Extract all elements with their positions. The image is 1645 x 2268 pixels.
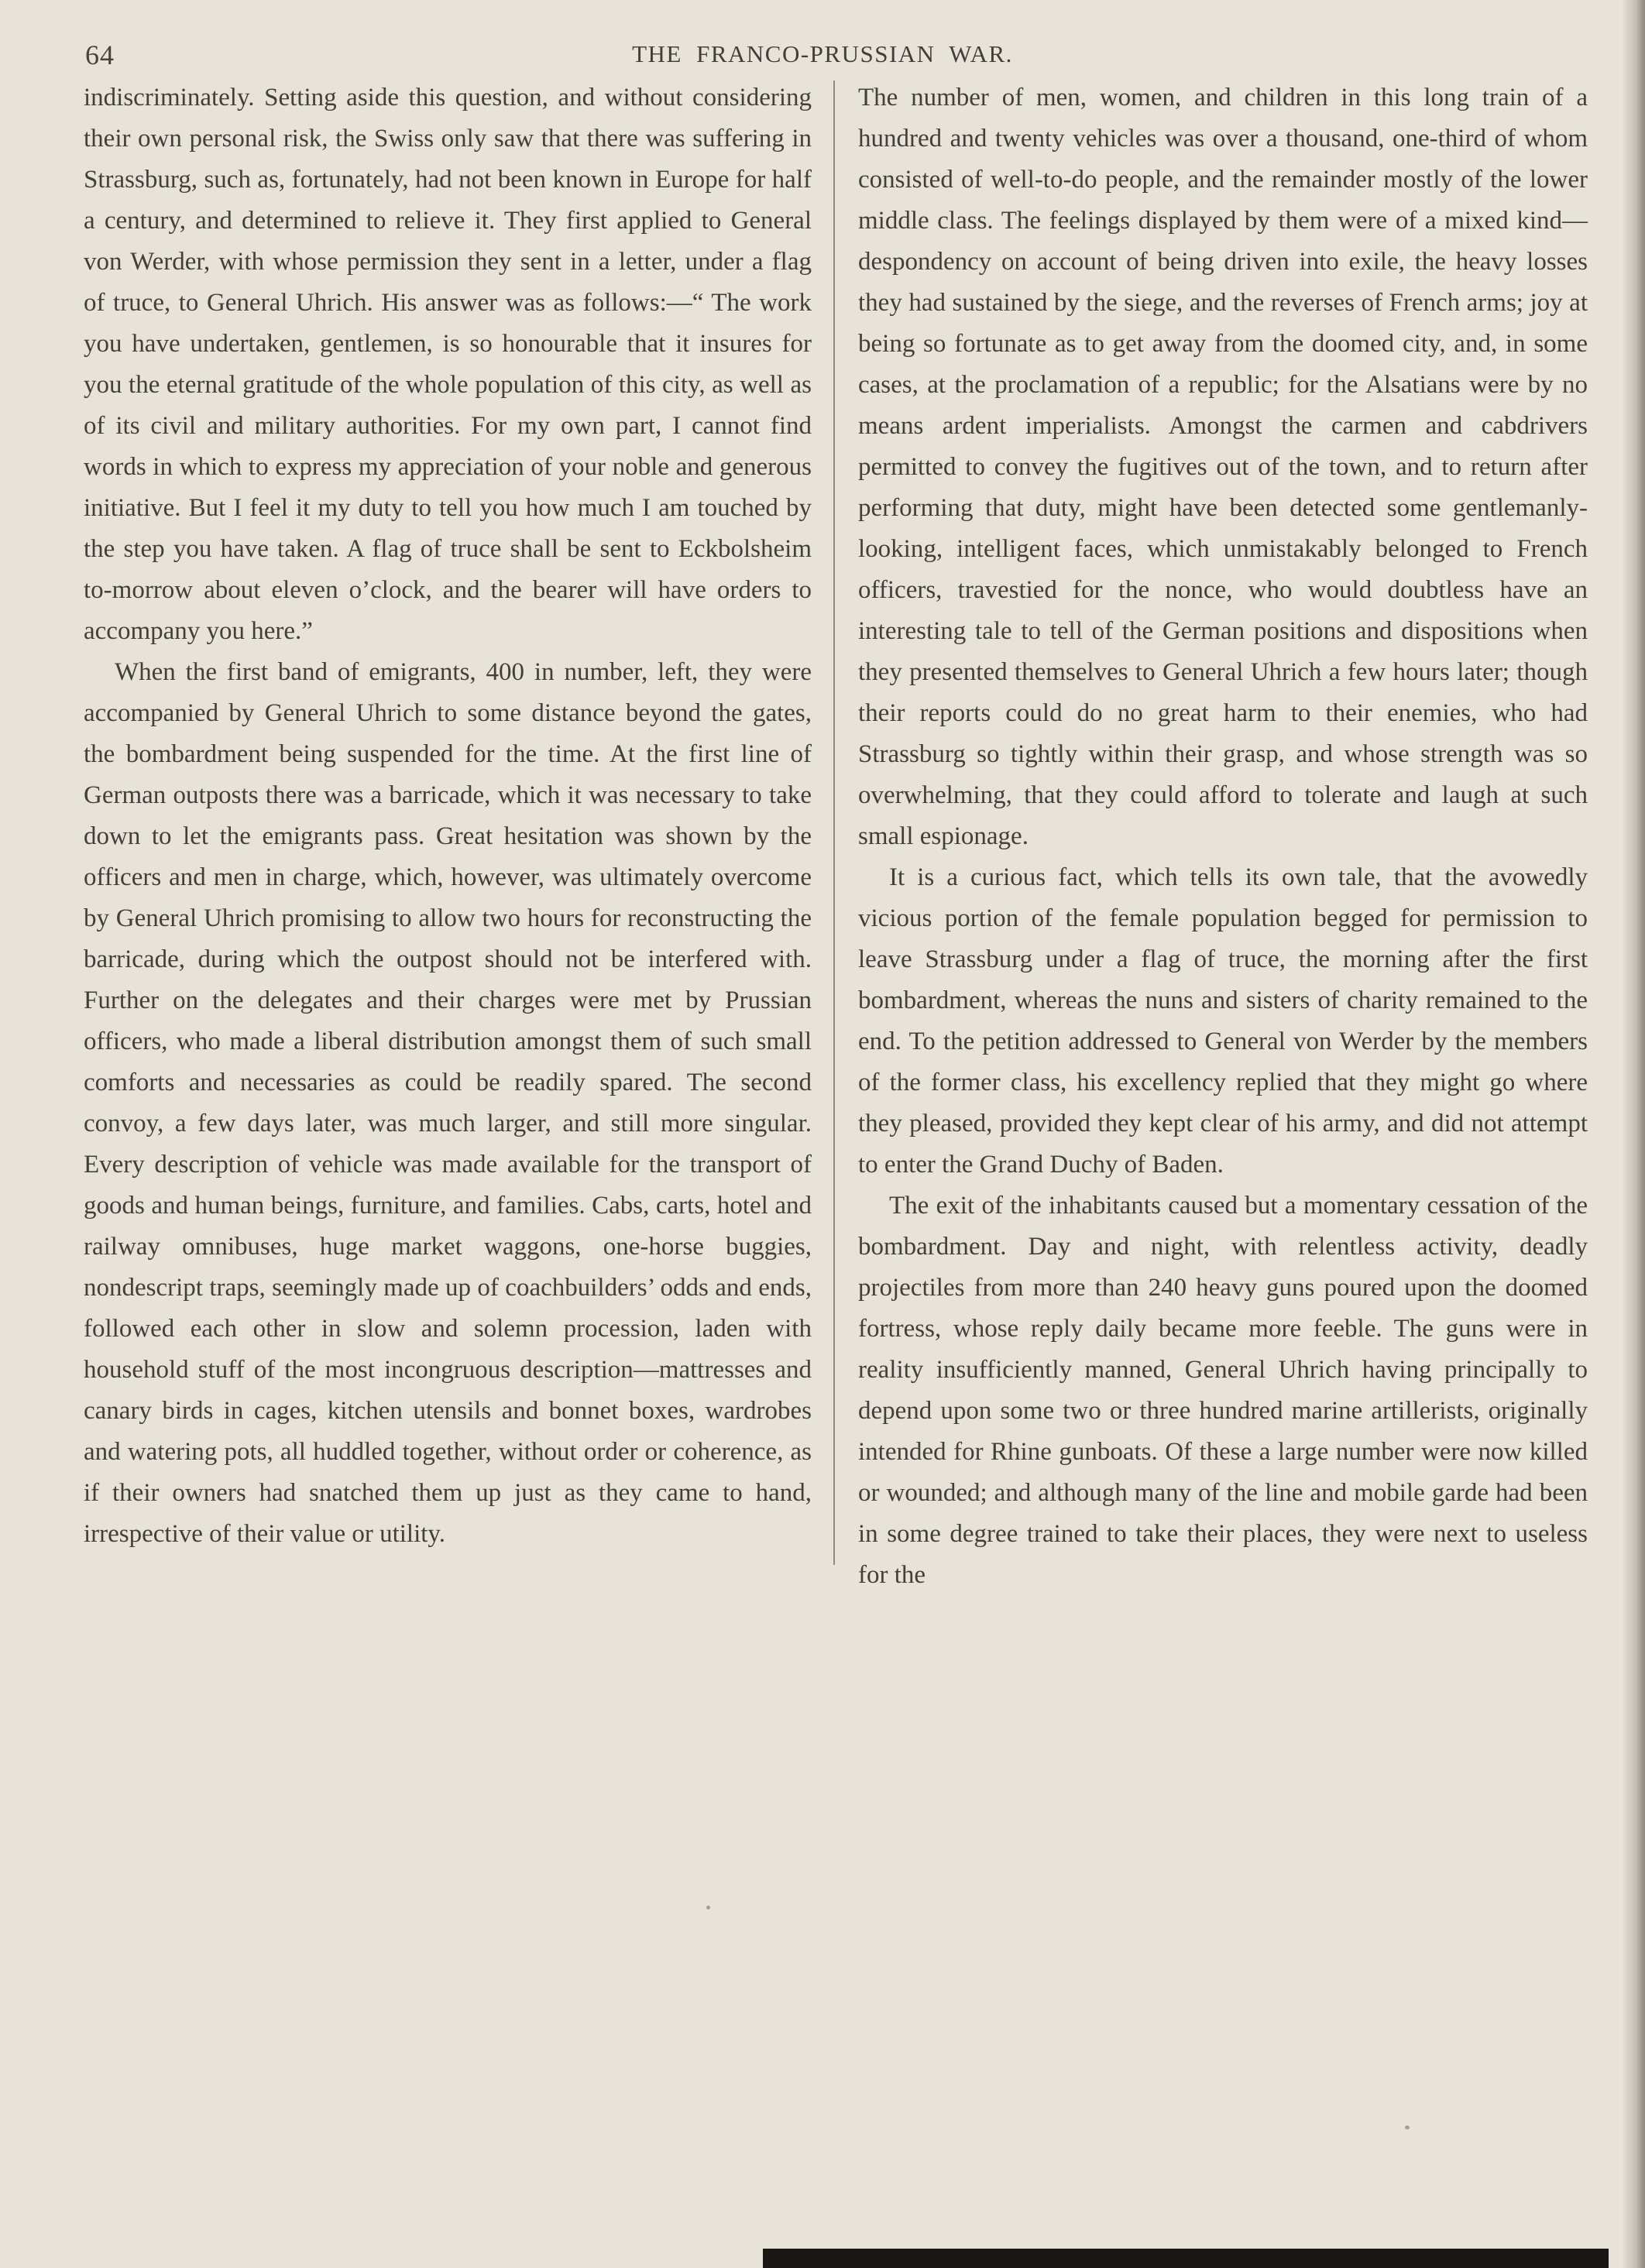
- page-header: [0, 39, 1645, 73]
- running-title: THE FRANCO-PRUSSIAN WAR.: [632, 40, 1013, 67]
- paragraph: It is a curious fact, which tells its own tale, that the avowedly vicious portion of the female population begged for permission to leave Strassburg under a flag of truce, the morning after the first bombardment, whereas the nuns and sisters of charity remained to the end. To the petition addressed to General von Werder by the members of the former class, his excellency replied that they might go where they pleased, provided they kept clear of his army, and did not attempt to enter the Grand Duchy of Baden.: [858, 863, 1588, 1179]
- scan-speck: [706, 1906, 710, 1909]
- paragraph: indiscriminately. Setting aside this question, and without considering their own personal risk, the Swiss only saw that there was suffering in Strassburg, such as, fortunately, had not been known in Europe for half a century, and determined to relieve it. They first applied to General von Werder, with whose permission they sent in a letter, under a flag of truce, to General Uhrich. His answer was as follows:—“ The work you have undertaken, gentlemen, is so honourable that it insures for you the eternal gratitude of the whole population of this city, as well as of its civil and military authorities. For my own part, I cannot find words in which to express my appreciation of your noble and generous initiative. But I feel it my duty to tell you how much I am touched by the step you have taken. A flag of truce shall be sent to Eckbolsheim to-morrow about eleven o’clock, and the bearer will have orders to accompany you here.”: [84, 84, 812, 645]
- scan-speck: [1405, 2126, 1410, 2129]
- text-columns: [0, 77, 1645, 1596]
- page-number: 64: [85, 39, 115, 70]
- right-column: [858, 77, 1588, 1596]
- paragraph: The number of men, women, and children in this long train of a hundred and twenty vehicles was over a thousand, one-third of whom consisted of well-to-do people, and the remainder mostly of the lower middle class. The feelings displayed by them were of a mixed kind—despondency on account of being driven into exile, the heavy losses they had sustained by the siege, and the reverses of French arms; joy at being so fortunate as to get away from the doomed city, and, in some cases, at the proclamation of a republic; for the Alsatians were by no means ardent imperialists. Amongst the carmen and cabdrivers permitted to convey the fugitives out of the town, and to return after performing that duty, might have been detected some gentlemanly-looking, intelligent faces, which unmistakably belonged to French officers, travestied for the nonce, who would doubtless have an interesting tale to tell of the German positions and dispositions when they presented themselves to General Uhrich a few hours later; though their reports could do no great harm to their enemies, who had Strassburg so tightly within their grasp, and whose strength was so overwhelming, that they could afford to tolerate and laugh at such small espionage.: [858, 84, 1588, 850]
- paragraph: When the first band of emigrants, 400 in number, left, they were accompanied by General Uhrich to some distance beyond the gates, the bombardment being suspended for the time. At the first line of German outposts there was a barricade, which it was necessary to take down to let the emigrants pass. Great hesitation was shown by the officers and men in charge, which, however, was ultimately overcome by General Uhrich promising to allow two hours for reconstructing the barricade, during which the outpost should not be interfered with. Further on the delegates and their charges were met by Prussian officers, who made a liberal distribution amongst them of such small comforts and necessaries as could be readily spared. The second convoy, a few days later, was much larger, and still more singular. Every description of vehicle was made available for the transport of goods and human beings, furniture, and families. Cabs, carts, hotel and railway omnibuses, huge market waggons, one-horse buggies, nondescript traps, seemingly made up of coachbuilders’ odds and ends, followed each other in slow and solemn procession, laden with household stuff of the most incongruous description—mattresses and canary birds in cages, kitchen utensils and bonnet boxes, wardrobes and watering pots, all huddled together, without order or coherence, as if their owners had snatched them up just as they came to hand, irrespective of their value or utility.: [84, 658, 812, 1548]
- column-divider-rule: [833, 81, 835, 1565]
- scan-artifact-bottom-bar: [763, 2249, 1609, 2268]
- paragraph: The exit of the inhabitants caused but a momentary cessation of the bombardment. Day and night, with relentless activity, deadly projectiles from more than 240 heavy guns poured upon the doomed fortress, whose reply daily became more feeble. The guns were in reality insufficiently manned, General Uhrich having principally to depend upon some two or three hundred marine artillerists, originally intended for Rhine gunboats. Of these a large number were now killed or wounded; and although many of the line and mobile garde had been in some degree trained to take their places, they were next to useless for the: [858, 1192, 1588, 1589]
- left-column: [84, 77, 812, 1596]
